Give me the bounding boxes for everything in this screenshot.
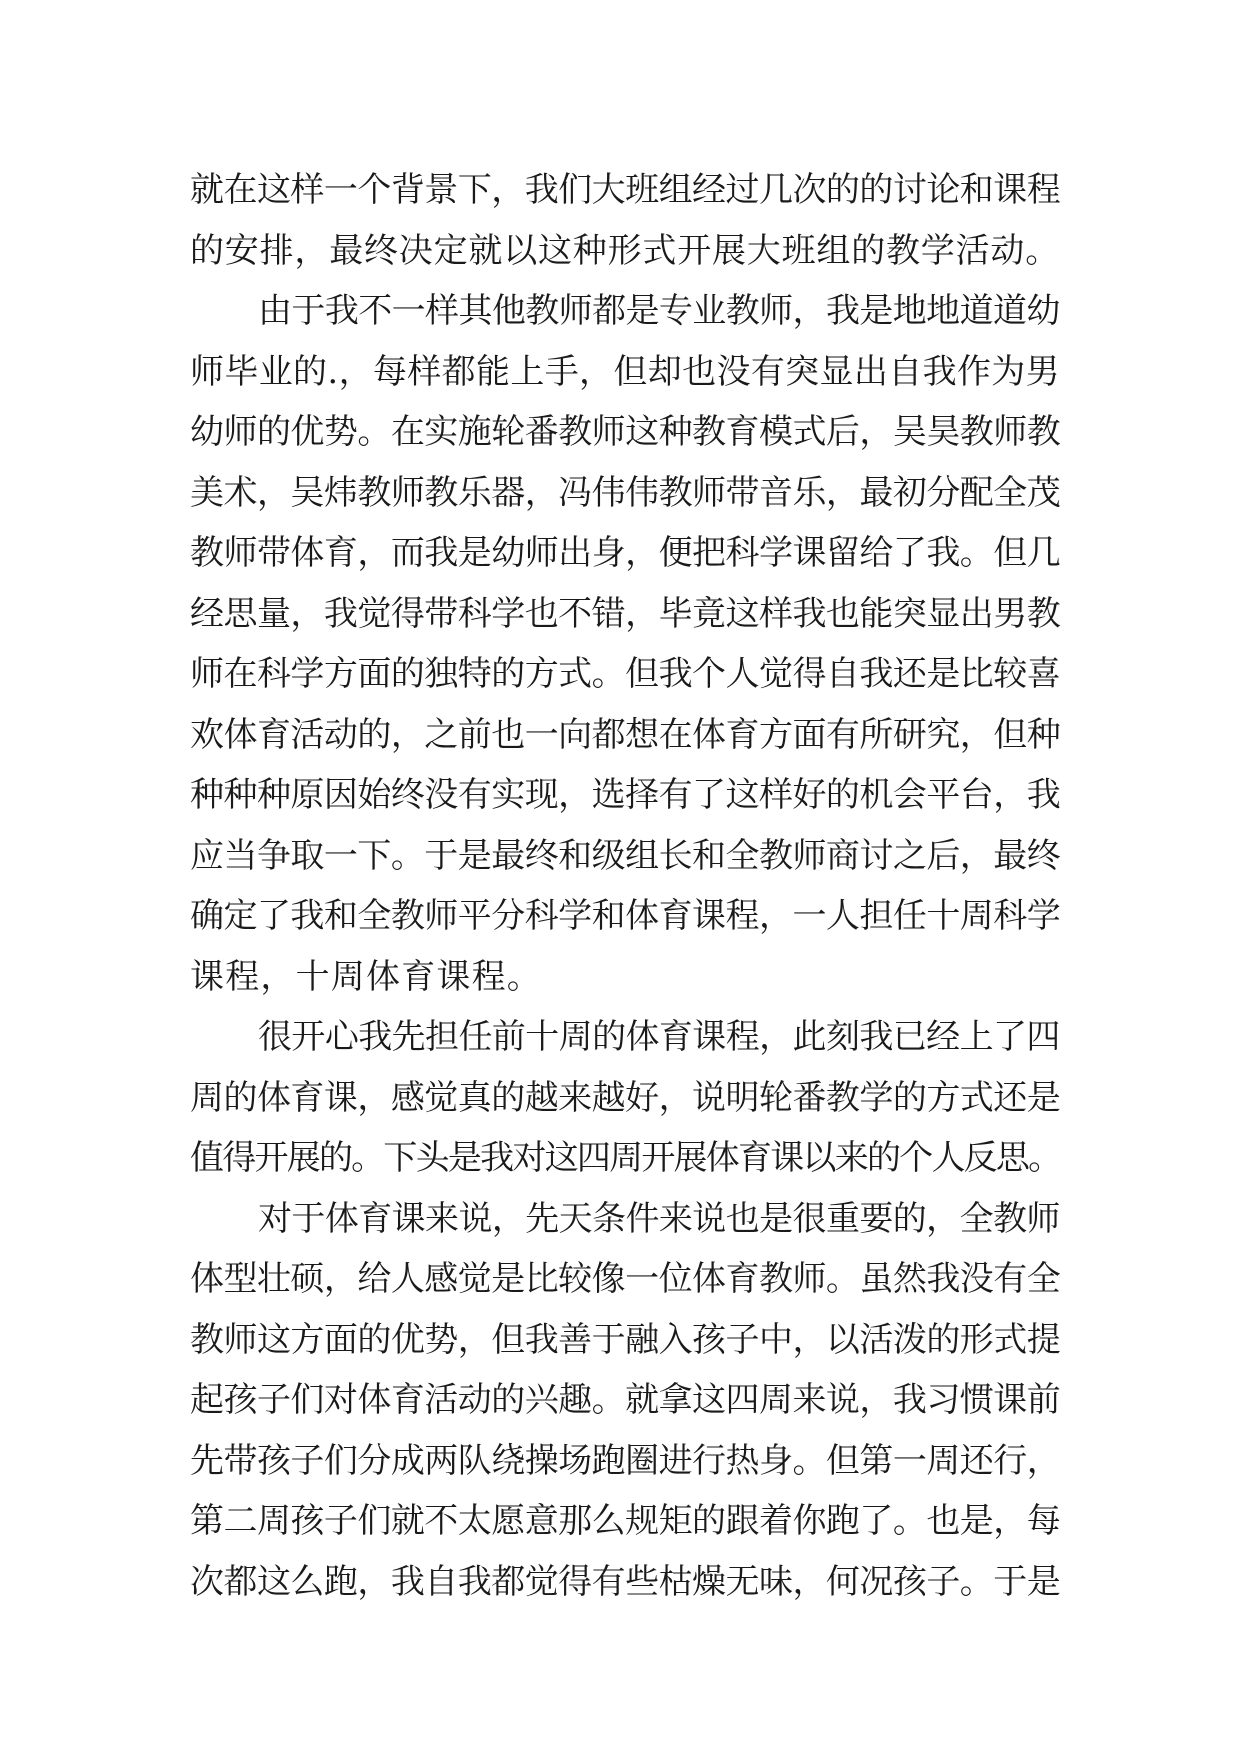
text-line: 欢体育活动的，之前也一向都想在体育方面有所研究，但种 — [190, 714, 1061, 755]
text-line: 的安排，最终决定就以这种形式开展大班组的教学活动。 — [190, 230, 1060, 271]
text-line: 教师带体育，而我是幼师出身，便把科学课留给了我。但几 — [190, 533, 1061, 573]
text-line: 种种种原因始终没有实现，选择有了这样好的机会平台，我 — [190, 775, 1061, 815]
text-line: 对于体育课来说，先天条件来说也是很重要的，全教师 — [258, 1198, 1060, 1239]
text-line: 课程，十周体育课程。 — [190, 956, 542, 997]
text-line: 很开心我先担任前十周的体育课程，此刻我已经上了四 — [258, 1017, 1060, 1057]
text-line: 确定了我和全教师平分科学和体育课程，一人担任十周科学 — [190, 896, 1061, 936]
text-line: 由于我不一样其他教师都是专业教师，我是地地道道幼 — [258, 291, 1060, 331]
text-line: 体型壮硕，给人感觉是比较像一位体育教师。虽然我没有全 — [190, 1259, 1061, 1299]
text-line: 幼师的优势。在实施轮番教师这种教育模式后，吴昊教师教 — [190, 412, 1061, 452]
text-line: 就在这样一个背景下，我们大班组经过几次的的讨论和课程 — [190, 170, 1061, 210]
text-line: 周的体育课，感觉真的越来越好，说明轮番教学的方式还是 — [190, 1077, 1061, 1118]
text-line: 经思量，我觉得带科学也不错，毕竟这样我也能突显出男教 — [190, 593, 1061, 634]
text-line: 第二周孩子们就不太愿意那么规矩的跟着你跑了。也是，每 — [190, 1501, 1061, 1541]
text-line: 美术，吴炜教师教乐器，冯伟伟教师带音乐，最初分配全茂 — [190, 472, 1061, 513]
text-line: 先带孩子们分成两队绕操场跑圈进行热身。但第一周还行， — [190, 1440, 1061, 1481]
text-line: 值得开展的。下头是我对这四周开展体育课以来的个人反思。 — [190, 1138, 1061, 1178]
text-line: 次都这么跑，我自我都觉得有些枯燥无味，何况孩子。于是 — [190, 1561, 1061, 1602]
text-line: 起孩子们对体育活动的兴趣。就拿这四周来说，我习惯课前 — [190, 1380, 1061, 1420]
text-line: 师在科学方面的独特的方式。但我个人觉得自我还是比较喜 — [190, 654, 1061, 694]
text-line: 应当争取一下。于是最终和级组长和全教师商讨之后，最终 — [190, 835, 1061, 876]
text-line: 教师这方面的优势，但我善于融入孩子中，以活泼的形式提 — [190, 1319, 1061, 1360]
body-text — [190, 160, 1060, 1612]
text-line: 师毕业的.，每样都能上手，但却也没有突显出自我作为男 — [190, 351, 1061, 392]
